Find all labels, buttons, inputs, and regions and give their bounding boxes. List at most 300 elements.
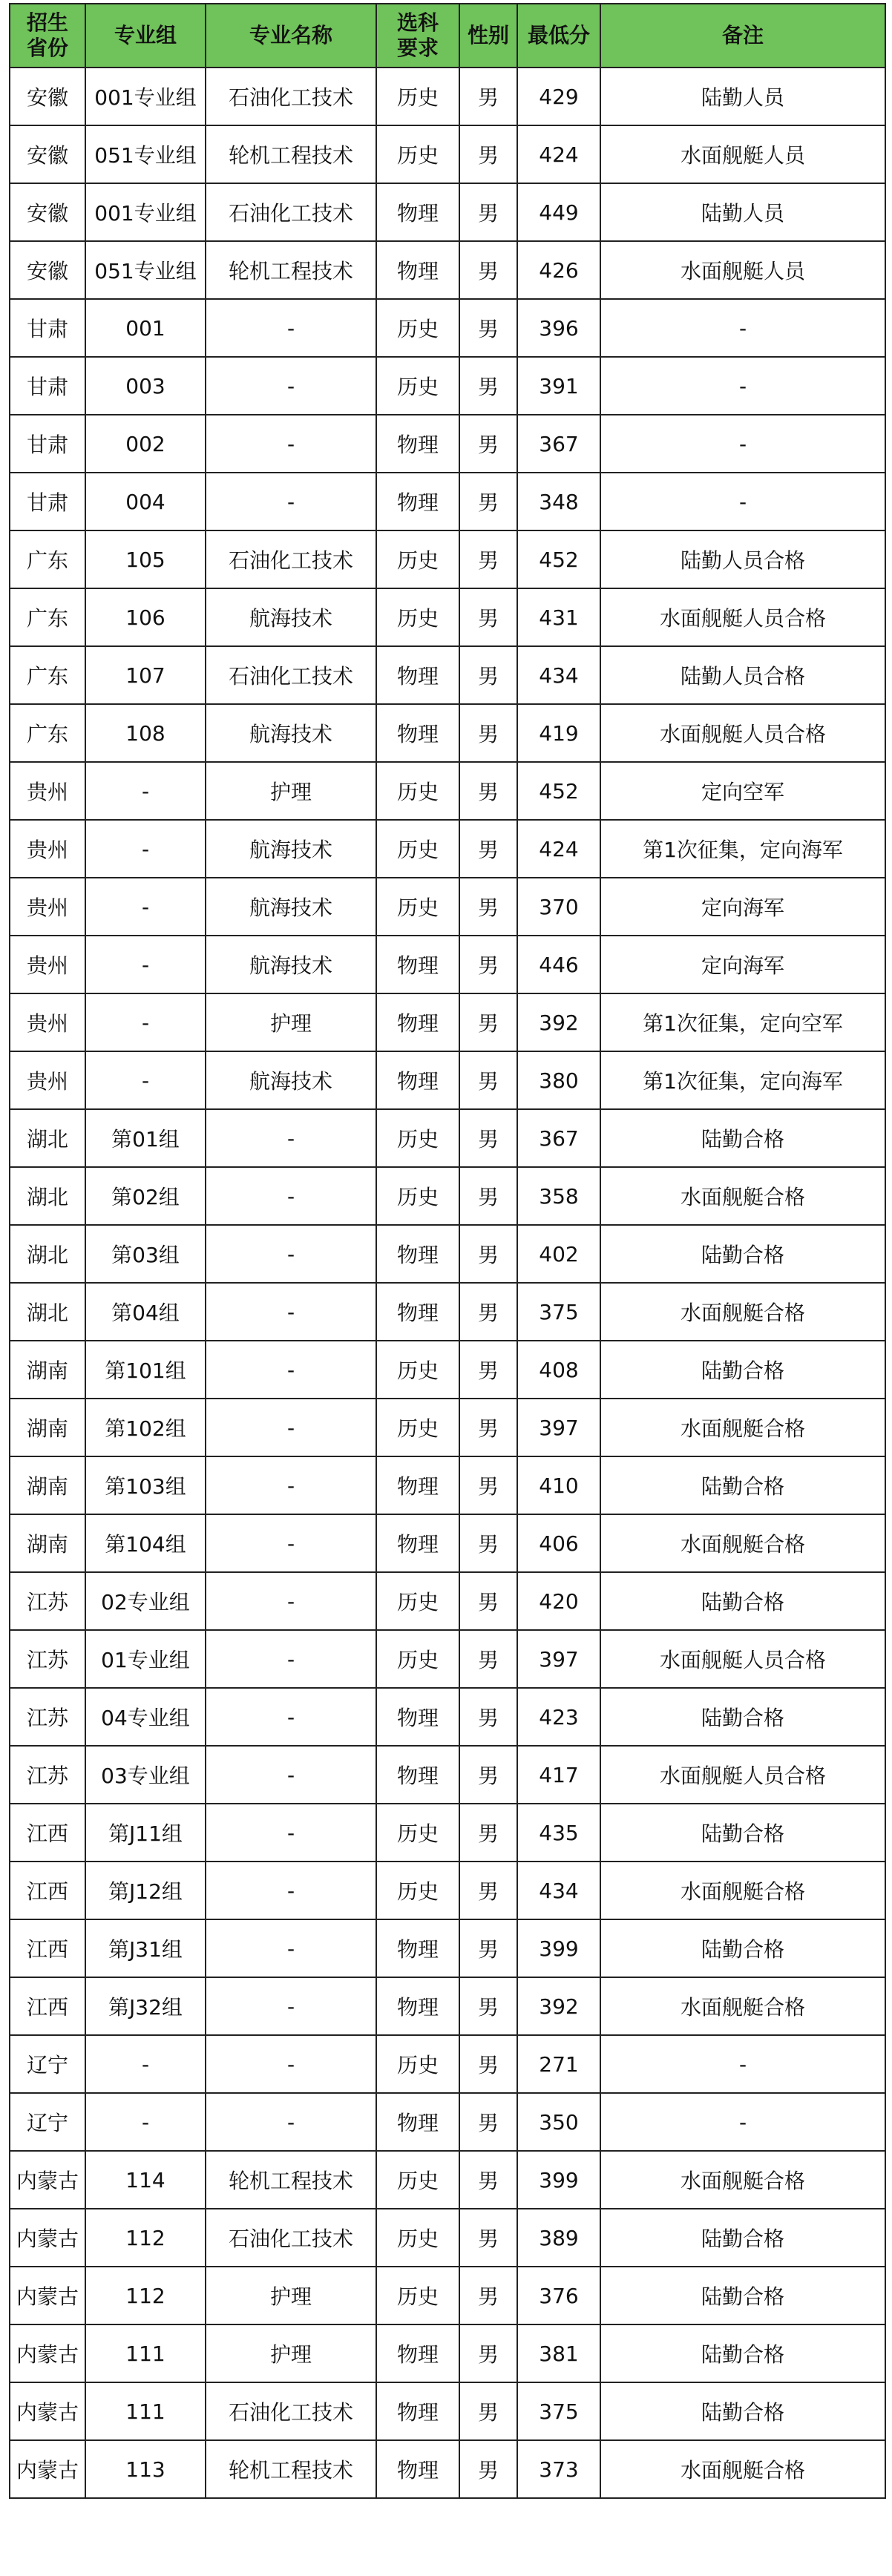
cell-province: 甘肃	[10, 299, 85, 357]
table-row	[10, 2209, 885, 2267]
cell-group: 001	[85, 299, 206, 357]
cell-note: 水面舰艇合格	[600, 1283, 885, 1341]
table-row	[10, 936, 885, 993]
cell-major: -	[206, 1456, 376, 1514]
cell-gender: 男	[459, 1862, 517, 1919]
cell-subject: 物理	[376, 2440, 459, 2498]
cell-province: 辽宁	[10, 2093, 85, 2151]
cell-gender: 男	[459, 415, 517, 473]
cell-group: -	[85, 762, 206, 820]
header-group: 专业组	[85, 4, 206, 68]
cell-min-score: 426	[517, 241, 600, 299]
cell-province: 甘肃	[10, 357, 85, 415]
cell-subject: 历史	[376, 1862, 459, 1919]
cell-major: 轮机工程技术	[206, 125, 376, 183]
cell-group: -	[85, 2035, 206, 2093]
cell-province: 甘肃	[10, 415, 85, 473]
cell-province: 安徽	[10, 183, 85, 241]
cell-province: 安徽	[10, 241, 85, 299]
cell-subject: 历史	[376, 1572, 459, 1630]
cell-group: -	[85, 2093, 206, 2151]
cell-min-score: 434	[517, 1862, 600, 1919]
cell-group: 第03组	[85, 1225, 206, 1283]
cell-note: -	[600, 473, 885, 530]
cell-group: 105	[85, 530, 206, 588]
cell-min-score: 370	[517, 878, 600, 936]
table-row	[10, 1746, 885, 1804]
table-row	[10, 1630, 885, 1688]
cell-gender: 男	[459, 2267, 517, 2324]
cell-group: 001专业组	[85, 68, 206, 125]
cell-major: 护理	[206, 762, 376, 820]
table-row	[10, 1225, 885, 1283]
table-row	[10, 1919, 885, 1977]
cell-min-score: 358	[517, 1167, 600, 1225]
cell-group: 第103组	[85, 1456, 206, 1514]
cell-group: -	[85, 820, 206, 878]
cell-subject: 物理	[376, 1225, 459, 1283]
cell-group: 第J12组	[85, 1862, 206, 1919]
cell-note: 陆勤人员合格	[600, 530, 885, 588]
cell-major: 石油化工技术	[206, 2209, 376, 2267]
cell-subject: 历史	[376, 1109, 459, 1167]
cell-note: 水面舰艇合格	[600, 1167, 885, 1225]
table-row	[10, 878, 885, 936]
cell-subject: 历史	[376, 1341, 459, 1399]
table-row	[10, 1341, 885, 1399]
header-subject	[376, 4, 459, 68]
cell-gender: 男	[459, 1167, 517, 1225]
cell-group: -	[85, 993, 206, 1051]
table-row	[10, 357, 885, 415]
cell-province: 湖北	[10, 1225, 85, 1283]
cell-group: 第J32组	[85, 1977, 206, 2035]
cell-province: 广东	[10, 646, 85, 704]
cell-subject: 历史	[376, 588, 459, 646]
cell-min-score: 417	[517, 1746, 600, 1804]
table-row	[10, 1572, 885, 1630]
cell-gender: 男	[459, 936, 517, 993]
cell-note: 定向空军	[600, 762, 885, 820]
cell-min-score: 392	[517, 1977, 600, 2035]
cell-note: 陆勤人员	[600, 68, 885, 125]
cell-major: 护理	[206, 2324, 376, 2382]
cell-major: -	[206, 1746, 376, 1804]
cell-note: 水面舰艇合格	[600, 1862, 885, 1919]
table-row	[10, 1051, 885, 1109]
cell-note: 陆勤人员	[600, 183, 885, 241]
cell-subject: 历史	[376, 125, 459, 183]
cell-group: 112	[85, 2209, 206, 2267]
cell-subject: 物理	[376, 473, 459, 530]
cell-group: 114	[85, 2151, 206, 2209]
cell-subject: 物理	[376, 704, 459, 762]
cell-gender: 男	[459, 1456, 517, 1514]
cell-subject: 历史	[376, 1630, 459, 1688]
cell-group: 051专业组	[85, 125, 206, 183]
cell-subject: 物理	[376, 1688, 459, 1746]
cell-major: -	[206, 299, 376, 357]
cell-major: 石油化工技术	[206, 646, 376, 704]
header-row	[10, 4, 885, 68]
cell-subject: 物理	[376, 1051, 459, 1109]
cell-group: 111	[85, 2382, 206, 2440]
cell-min-score: 375	[517, 1283, 600, 1341]
cell-subject: 历史	[376, 299, 459, 357]
cell-group: 051专业组	[85, 241, 206, 299]
cell-major: -	[206, 2093, 376, 2151]
cell-subject: 历史	[376, 878, 459, 936]
cell-province: 贵州	[10, 993, 85, 1051]
cell-note: 水面舰艇合格	[600, 1977, 885, 2035]
cell-major: 航海技术	[206, 588, 376, 646]
cell-gender: 男	[459, 1919, 517, 1977]
cell-group: 第01组	[85, 1109, 206, 1167]
cell-major: 石油化工技术	[206, 183, 376, 241]
cell-subject: 历史	[376, 762, 459, 820]
table-row	[10, 2382, 885, 2440]
cell-group: 第J31组	[85, 1919, 206, 1977]
table-row	[10, 2035, 885, 2093]
cell-major: -	[206, 1572, 376, 1630]
cell-gender: 男	[459, 2382, 517, 2440]
cell-note: 陆勤合格	[600, 1456, 885, 1514]
cell-gender: 男	[459, 1804, 517, 1862]
cell-major: -	[206, 1862, 376, 1919]
cell-province: 贵州	[10, 878, 85, 936]
cell-province: 贵州	[10, 1051, 85, 1109]
cell-note: 陆勤合格	[600, 2382, 885, 2440]
cell-gender: 男	[459, 1283, 517, 1341]
cell-gender: 男	[459, 68, 517, 125]
cell-gender: 男	[459, 588, 517, 646]
cell-note: 陆勤合格	[600, 2209, 885, 2267]
cell-min-score: 406	[517, 1514, 600, 1572]
cell-min-score: 446	[517, 936, 600, 993]
table-header	[10, 4, 885, 68]
cell-group: 03专业组	[85, 1746, 206, 1804]
cell-note: -	[600, 357, 885, 415]
cell-gender: 男	[459, 820, 517, 878]
cell-province: 内蒙古	[10, 2151, 85, 2209]
cell-gender: 男	[459, 2093, 517, 2151]
cell-note: -	[600, 2035, 885, 2093]
cell-province: 内蒙古	[10, 2209, 85, 2267]
cell-note: 水面舰艇人员	[600, 241, 885, 299]
cell-province: 安徽	[10, 68, 85, 125]
cell-note: 水面舰艇人员合格	[600, 1746, 885, 1804]
cell-min-score: 434	[517, 646, 600, 704]
cell-min-score: 397	[517, 1399, 600, 1456]
cell-province: 贵州	[10, 762, 85, 820]
cell-note: 陆勤合格	[600, 1225, 885, 1283]
table-row	[10, 1862, 885, 1919]
table-row	[10, 2440, 885, 2498]
cell-min-score: 423	[517, 1688, 600, 1746]
cell-major: 航海技术	[206, 704, 376, 762]
cell-major: 航海技术	[206, 820, 376, 878]
cell-major: 石油化工技术	[206, 2382, 376, 2440]
cell-major: 护理	[206, 993, 376, 1051]
table-row	[10, 2324, 885, 2382]
cell-group: -	[85, 936, 206, 993]
cell-gender: 男	[459, 1572, 517, 1630]
cell-note: 水面舰艇人员合格	[600, 1630, 885, 1688]
cell-subject: 物理	[376, 993, 459, 1051]
cell-gender: 男	[459, 1051, 517, 1109]
header-note: 备注	[600, 4, 885, 68]
table-row	[10, 415, 885, 473]
cell-note: 水面舰艇人员合格	[600, 588, 885, 646]
cell-major: -	[206, 1630, 376, 1688]
cell-gender: 男	[459, 299, 517, 357]
cell-gender: 男	[459, 1977, 517, 2035]
table-row	[10, 1167, 885, 1225]
cell-note: 陆勤合格	[600, 1109, 885, 1167]
cell-major: 航海技术	[206, 1051, 376, 1109]
cell-major: -	[206, 1977, 376, 2035]
cell-note: 陆勤合格	[600, 1919, 885, 1977]
cell-subject: 物理	[376, 1456, 459, 1514]
cell-min-score: 396	[517, 299, 600, 357]
cell-note: -	[600, 415, 885, 473]
cell-min-score: 392	[517, 993, 600, 1051]
table-row	[10, 588, 885, 646]
cell-subject: 物理	[376, 183, 459, 241]
cell-major: -	[206, 2035, 376, 2093]
cell-note: -	[600, 299, 885, 357]
cell-subject: 历史	[376, 2267, 459, 2324]
cell-note: 水面舰艇合格	[600, 2151, 885, 2209]
cell-major: -	[206, 1399, 376, 1456]
cell-gender: 男	[459, 878, 517, 936]
cell-subject: 物理	[376, 936, 459, 993]
cell-province: 湖北	[10, 1167, 85, 1225]
cell-major: 轮机工程技术	[206, 2440, 376, 2498]
cell-gender: 男	[459, 704, 517, 762]
cell-province: 江苏	[10, 1572, 85, 1630]
table-row	[10, 1514, 885, 1572]
cell-major: -	[206, 1514, 376, 1572]
cell-province: 内蒙古	[10, 2440, 85, 2498]
cell-major: -	[206, 1804, 376, 1862]
cell-group: 111	[85, 2324, 206, 2382]
cell-province: 广东	[10, 588, 85, 646]
cell-note: 水面舰艇合格	[600, 2440, 885, 2498]
cell-note: 定向海军	[600, 936, 885, 993]
cell-note: 水面舰艇人员	[600, 125, 885, 183]
cell-subject: 物理	[376, 1283, 459, 1341]
cell-min-score: 452	[517, 762, 600, 820]
cell-gender: 男	[459, 993, 517, 1051]
cell-min-score: 424	[517, 820, 600, 878]
cell-province: 湖南	[10, 1514, 85, 1572]
cell-major: 轮机工程技术	[206, 2151, 376, 2209]
cell-major: 航海技术	[206, 936, 376, 993]
table-row	[10, 473, 885, 530]
cell-subject: 历史	[376, 1399, 459, 1456]
table-row	[10, 530, 885, 588]
cell-province: 内蒙古	[10, 2324, 85, 2382]
cell-province: 内蒙古	[10, 2267, 85, 2324]
cell-min-score: 449	[517, 183, 600, 241]
cell-province: 广东	[10, 530, 85, 588]
header-province-label: 招生 省份	[26, 10, 68, 60]
table-row	[10, 125, 885, 183]
cell-min-score: 391	[517, 357, 600, 415]
cell-gender: 男	[459, 125, 517, 183]
cell-gender: 男	[459, 1514, 517, 1572]
cell-gender: 男	[459, 2440, 517, 2498]
cell-gender: 男	[459, 1688, 517, 1746]
table-row	[10, 1688, 885, 1746]
cell-gender: 男	[459, 1399, 517, 1456]
cell-major: -	[206, 1109, 376, 1167]
cell-subject: 物理	[376, 2382, 459, 2440]
cell-gender: 男	[459, 2324, 517, 2382]
cell-group: 第104组	[85, 1514, 206, 1572]
cell-province: 江西	[10, 1804, 85, 1862]
cell-note: 陆勤合格	[600, 2324, 885, 2382]
cell-province: 湖南	[10, 1456, 85, 1514]
cell-min-score: 399	[517, 1919, 600, 1977]
cell-major: 石油化工技术	[206, 530, 376, 588]
table-row	[10, 1109, 885, 1167]
cell-major: -	[206, 1283, 376, 1341]
cell-major: 轮机工程技术	[206, 241, 376, 299]
cell-province: 辽宁	[10, 2035, 85, 2093]
cell-note: 陆勤合格	[600, 2267, 885, 2324]
cell-subject: 物理	[376, 646, 459, 704]
cell-min-score: 381	[517, 2324, 600, 2382]
cell-gender: 男	[459, 357, 517, 415]
cell-major: -	[206, 1688, 376, 1746]
cell-group: 106	[85, 588, 206, 646]
cell-subject: 物理	[376, 1746, 459, 1804]
cell-min-score: 389	[517, 2209, 600, 2267]
cell-min-score: 367	[517, 1109, 600, 1167]
cell-group: 第02组	[85, 1167, 206, 1225]
cell-group: 113	[85, 2440, 206, 2498]
cell-major: 石油化工技术	[206, 68, 376, 125]
cell-min-score: 271	[517, 2035, 600, 2093]
cell-min-score: 380	[517, 1051, 600, 1109]
cell-province: 湖南	[10, 1399, 85, 1456]
cell-note: 水面舰艇合格	[600, 1399, 885, 1456]
cell-gender: 男	[459, 2209, 517, 2267]
cell-group: 002	[85, 415, 206, 473]
cell-note: 定向海军	[600, 878, 885, 936]
cell-major: -	[206, 415, 376, 473]
table-row	[10, 762, 885, 820]
cell-note: 水面舰艇合格	[600, 1514, 885, 1572]
cell-gender: 男	[459, 1341, 517, 1399]
cell-gender: 男	[459, 1225, 517, 1283]
cell-major: -	[206, 1919, 376, 1977]
cell-subject: 历史	[376, 530, 459, 588]
cell-note: 第1次征集，定向海军	[600, 1051, 885, 1109]
cell-major: -	[206, 473, 376, 530]
table-row	[10, 704, 885, 762]
cell-gender: 男	[459, 241, 517, 299]
cell-province: 湖北	[10, 1283, 85, 1341]
table-row	[10, 183, 885, 241]
header-major: 专业名称	[206, 4, 376, 68]
cell-subject: 历史	[376, 2035, 459, 2093]
cell-note: 陆勤合格	[600, 1804, 885, 1862]
cell-group: 108	[85, 704, 206, 762]
cell-min-score: 399	[517, 2151, 600, 2209]
cell-subject: 物理	[376, 2324, 459, 2382]
cell-note: 陆勤合格	[600, 1341, 885, 1399]
cell-group: 第101组	[85, 1341, 206, 1399]
cell-major: 航海技术	[206, 878, 376, 936]
cell-major: -	[206, 1225, 376, 1283]
cell-min-score: 429	[517, 68, 600, 125]
cell-gender: 男	[459, 183, 517, 241]
cell-min-score: 410	[517, 1456, 600, 1514]
cell-group: 001专业组	[85, 183, 206, 241]
cell-subject: 物理	[376, 1514, 459, 1572]
cell-gender: 男	[459, 1630, 517, 1688]
cell-min-score: 373	[517, 2440, 600, 2498]
cell-min-score: 367	[517, 415, 600, 473]
cell-group: 第J11组	[85, 1804, 206, 1862]
cell-min-score: 431	[517, 588, 600, 646]
cell-subject: 历史	[376, 1167, 459, 1225]
cell-gender: 男	[459, 530, 517, 588]
cell-group: 02专业组	[85, 1572, 206, 1630]
cell-min-score: 419	[517, 704, 600, 762]
cell-gender: 男	[459, 1109, 517, 1167]
table-body	[10, 68, 885, 2498]
cell-province: 贵州	[10, 820, 85, 878]
cell-major: -	[206, 1341, 376, 1399]
table-row	[10, 820, 885, 878]
cell-min-score: 402	[517, 1225, 600, 1283]
cell-province: 江苏	[10, 1688, 85, 1746]
cell-subject: 历史	[376, 2209, 459, 2267]
cell-subject: 历史	[376, 820, 459, 878]
cell-min-score: 350	[517, 2093, 600, 2151]
cell-note: 陆勤合格	[600, 1688, 885, 1746]
table-row	[10, 68, 885, 125]
cell-subject: 物理	[376, 2093, 459, 2151]
table-row	[10, 299, 885, 357]
table-row	[10, 993, 885, 1051]
cell-note: 第1次征集，定向空军	[600, 993, 885, 1051]
cell-min-score: 408	[517, 1341, 600, 1399]
cell-min-score: 435	[517, 1804, 600, 1862]
cell-province: 江西	[10, 1919, 85, 1977]
cell-group: 107	[85, 646, 206, 704]
cell-gender: 男	[459, 646, 517, 704]
cell-province: 广东	[10, 704, 85, 762]
cell-major: 护理	[206, 2267, 376, 2324]
table-row	[10, 1399, 885, 1456]
table-row	[10, 1977, 885, 2035]
cell-min-score: 452	[517, 530, 600, 588]
cell-gender: 男	[459, 1746, 517, 1804]
table-row	[10, 2267, 885, 2324]
table-row	[10, 241, 885, 299]
table-row	[10, 1283, 885, 1341]
cell-min-score: 420	[517, 1572, 600, 1630]
cell-gender: 男	[459, 2035, 517, 2093]
cell-province: 内蒙古	[10, 2382, 85, 2440]
header-subject-label: 选科 要求	[396, 10, 439, 60]
cell-min-score: 376	[517, 2267, 600, 2324]
